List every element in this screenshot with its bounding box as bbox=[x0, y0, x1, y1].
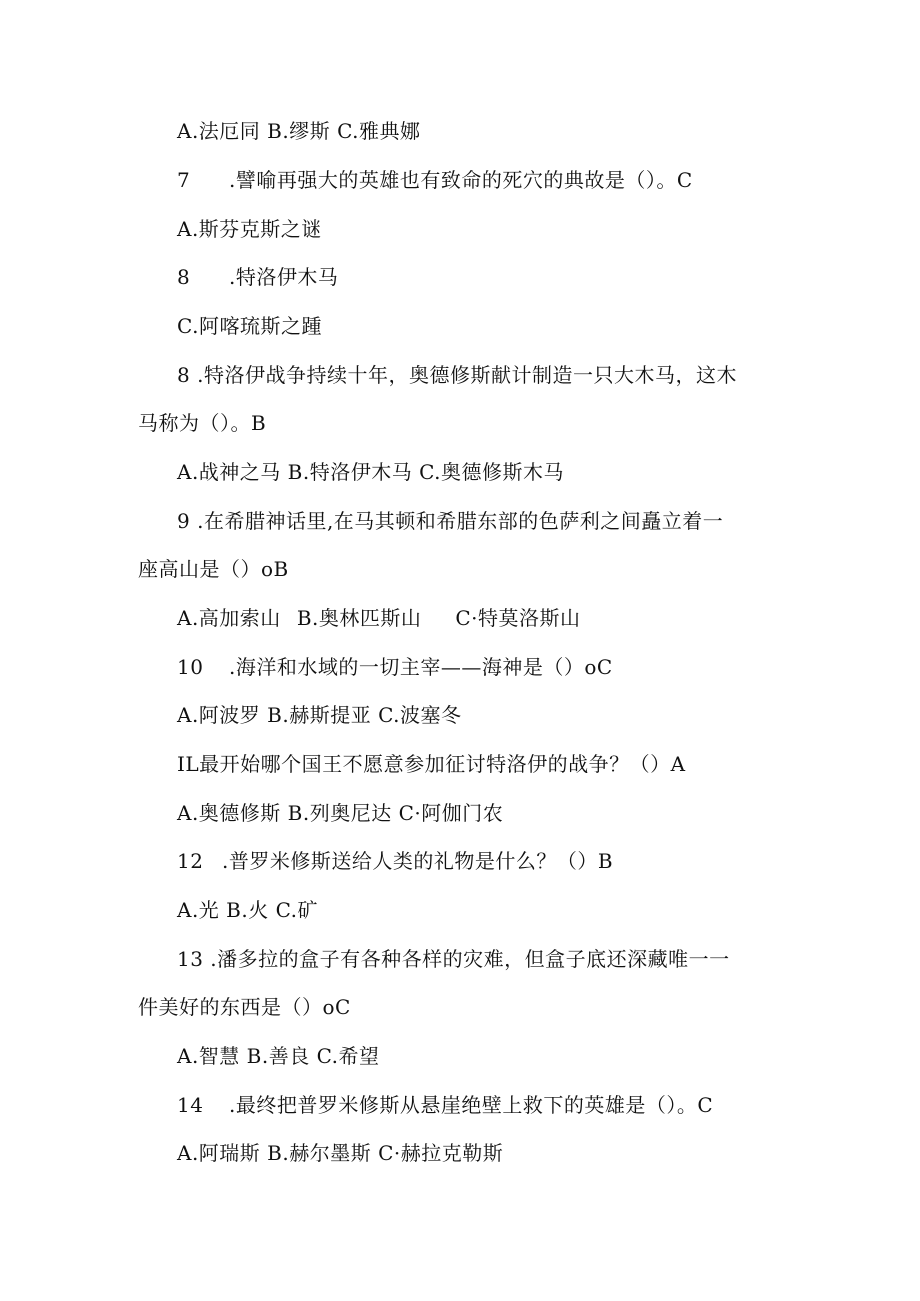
q9-question-line2 bbox=[138, 555, 289, 583]
q7-option-b-number: 8 bbox=[177, 265, 191, 289]
q7-option-c-text: C.阿喀琉斯之踵 bbox=[177, 314, 322, 338]
q14-options-text: A.阿瑞斯 B.赫尔墨斯 C·赫拉克勒斯 bbox=[177, 1141, 504, 1165]
q14-question bbox=[177, 1091, 713, 1119]
q9-option-a: A.高加索山 bbox=[177, 606, 281, 630]
q7-question bbox=[177, 166, 693, 194]
q7-option-a bbox=[177, 215, 322, 243]
q10-options-text: A.阿波罗 B.赫斯提亚 C.波塞冬 bbox=[177, 703, 462, 727]
q7-option-b-text: .特洛伊木马 bbox=[229, 265, 339, 289]
q7-question-text: .譬喻再强大的英雄也有致命的死穴的典故是（）。C bbox=[229, 168, 693, 192]
q9-question-text-2: 座高山是（）oB bbox=[138, 557, 289, 581]
q11-options bbox=[177, 799, 503, 827]
q12-question bbox=[177, 847, 613, 875]
q10-number: 10 bbox=[177, 655, 204, 679]
q13-question-line2 bbox=[138, 993, 351, 1021]
q12-question-text: .普罗米修斯送给人类的礼物是什么？（）B bbox=[222, 849, 614, 873]
q10-question-text: .海洋和水域的一切主宰——海神是（）oC bbox=[229, 655, 613, 679]
q9-options bbox=[177, 604, 581, 632]
q11-options-text: A.奥德修斯 B.列奥尼达 C·阿伽门农 bbox=[177, 801, 504, 825]
q10-options bbox=[177, 701, 462, 729]
q9-option-c: C·特莫洛斯山 bbox=[455, 606, 581, 630]
q8-options-text: A.战神之马 B.特洛伊木马 C.奥德修斯木马 bbox=[177, 460, 565, 484]
q12-number: 12 bbox=[177, 849, 204, 873]
q13-question-text-2: 件美好的东西是（）oC bbox=[138, 995, 351, 1019]
q6-options-text: A.法厄同 B.缪斯 C.雅典娜 bbox=[177, 119, 421, 143]
q11-question bbox=[177, 750, 686, 778]
q8-options bbox=[177, 458, 564, 486]
q7-option-c bbox=[177, 312, 322, 340]
q7-number: 7 bbox=[177, 168, 191, 192]
q13-options bbox=[177, 1042, 380, 1070]
q9-question-line1 bbox=[177, 507, 723, 535]
q14-question-text: .最终把普罗米修斯从悬崖绝壁上救下的英雄是（）。C bbox=[229, 1093, 714, 1117]
q11-question-text: IL最开始哪个国王不愿意参加征讨特洛伊的战争？（）A bbox=[177, 752, 686, 776]
q9-question-text-1: 9 .在希腊神话里,在马其顿和希腊东部的色萨利之间矗立着一 bbox=[177, 509, 724, 533]
q8-question-line1 bbox=[177, 361, 737, 389]
q9-option-b: B.奥林匹斯山 bbox=[296, 606, 422, 630]
q7-option-a-text: A.斯芬克斯之谜 bbox=[177, 217, 322, 241]
q12-options bbox=[177, 896, 318, 924]
q14-options bbox=[177, 1139, 503, 1167]
q13-options-text: A.智慧 B.善良 C.希望 bbox=[177, 1044, 380, 1068]
q12-options-text: A.光 B.火 C.矿 bbox=[177, 898, 319, 922]
q13-question-line1 bbox=[177, 945, 730, 973]
q7-option-b bbox=[177, 263, 338, 291]
q6-options bbox=[177, 117, 421, 145]
q8-question-line2 bbox=[138, 409, 266, 437]
q8-question-text-1: 8 .特洛伊战争持续十年，奥德修斯献计制造一只大木马，这木 bbox=[177, 363, 737, 387]
q13-question-text-1: 13 .潘多拉的盒子有各种各样的灾难，但盒子底还深藏唯一一 bbox=[177, 947, 730, 971]
q10-question bbox=[177, 653, 613, 681]
q14-number: 14 bbox=[177, 1093, 204, 1117]
q8-question-text-2: 马称为（）。B bbox=[138, 411, 267, 435]
